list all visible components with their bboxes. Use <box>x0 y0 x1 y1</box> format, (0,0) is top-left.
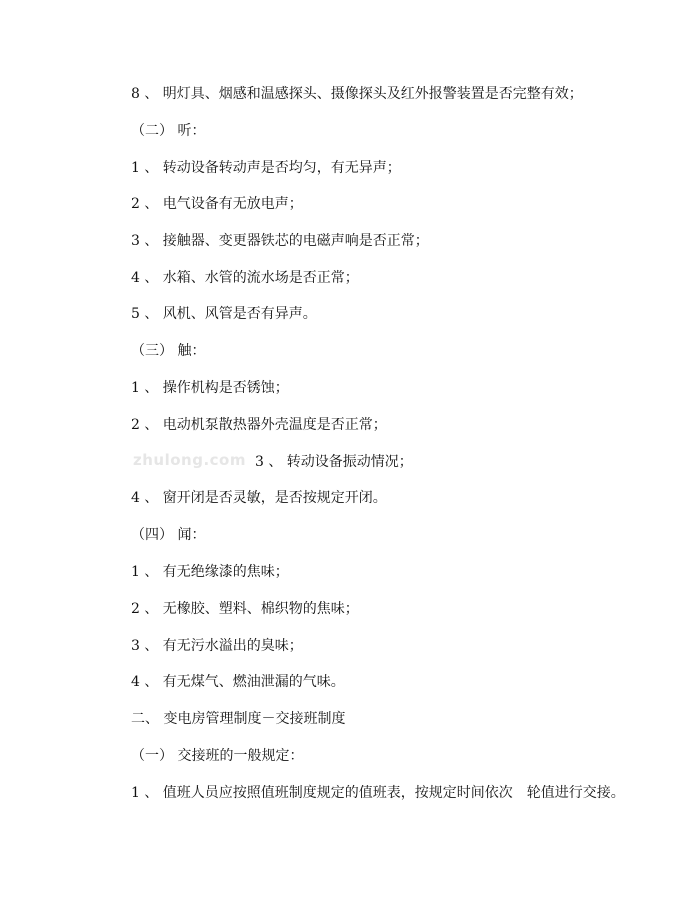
touch-item-4: 4 、 窗开闭是否灵敏，是否按规定开闭。 <box>131 490 387 506</box>
section-2-heading: 二、 变电房管理制度－交接班制度 <box>131 711 346 727</box>
section-touch-heading: （三） 触： <box>131 343 206 359</box>
listen-item-3: 3 、 接触器、变更器铁芯的电磁声响是否正常； <box>131 233 429 249</box>
touch-item-3: 3 、 转动设备振动情况； <box>255 454 413 470</box>
subsection-general-rules: （一） 交接班的一般规定： <box>131 748 304 764</box>
smell-item-4: 4 、 有无煤气、燃油泄漏的气味。 <box>131 674 345 690</box>
smell-item-2: 2 、 无橡胶、塑料、棉织物的焦味； <box>131 601 359 617</box>
smell-item-1: 1 、 有无绝缘漆的焦味； <box>131 564 289 580</box>
listen-item-4: 4 、 水箱、水管的流水场是否正常； <box>131 270 359 286</box>
item-8-lighting-alarm: 8 、 明灯具、烟感和温感探头、摄像探头及红外报警装置是否完整有效； <box>131 86 583 102</box>
touch-item-1: 1 、 操作机构是否锈蚀； <box>131 380 289 396</box>
listen-item-1: 1 、 转动设备转动声是否均匀，有无异声； <box>131 160 401 176</box>
section-listen-heading: （二） 听： <box>131 123 206 139</box>
smell-item-3: 3 、 有无污水溢出的臭味； <box>131 638 303 654</box>
listen-item-2: 2 、 电气设备有无放电声； <box>131 196 303 212</box>
rule-item-1: 1 、 值班人员应按照值班制度规定的值班表，按规定时间依次 轮值进行交接。 <box>131 785 625 801</box>
section-smell-heading: （四） 闻： <box>131 527 206 543</box>
touch-item-2: 2 、 电动机泵散热器外壳温度是否正常； <box>131 417 387 433</box>
listen-item-5: 5 、 风机、风管是否有异声。 <box>131 306 317 322</box>
watermark: zhulong.com <box>133 451 246 469</box>
